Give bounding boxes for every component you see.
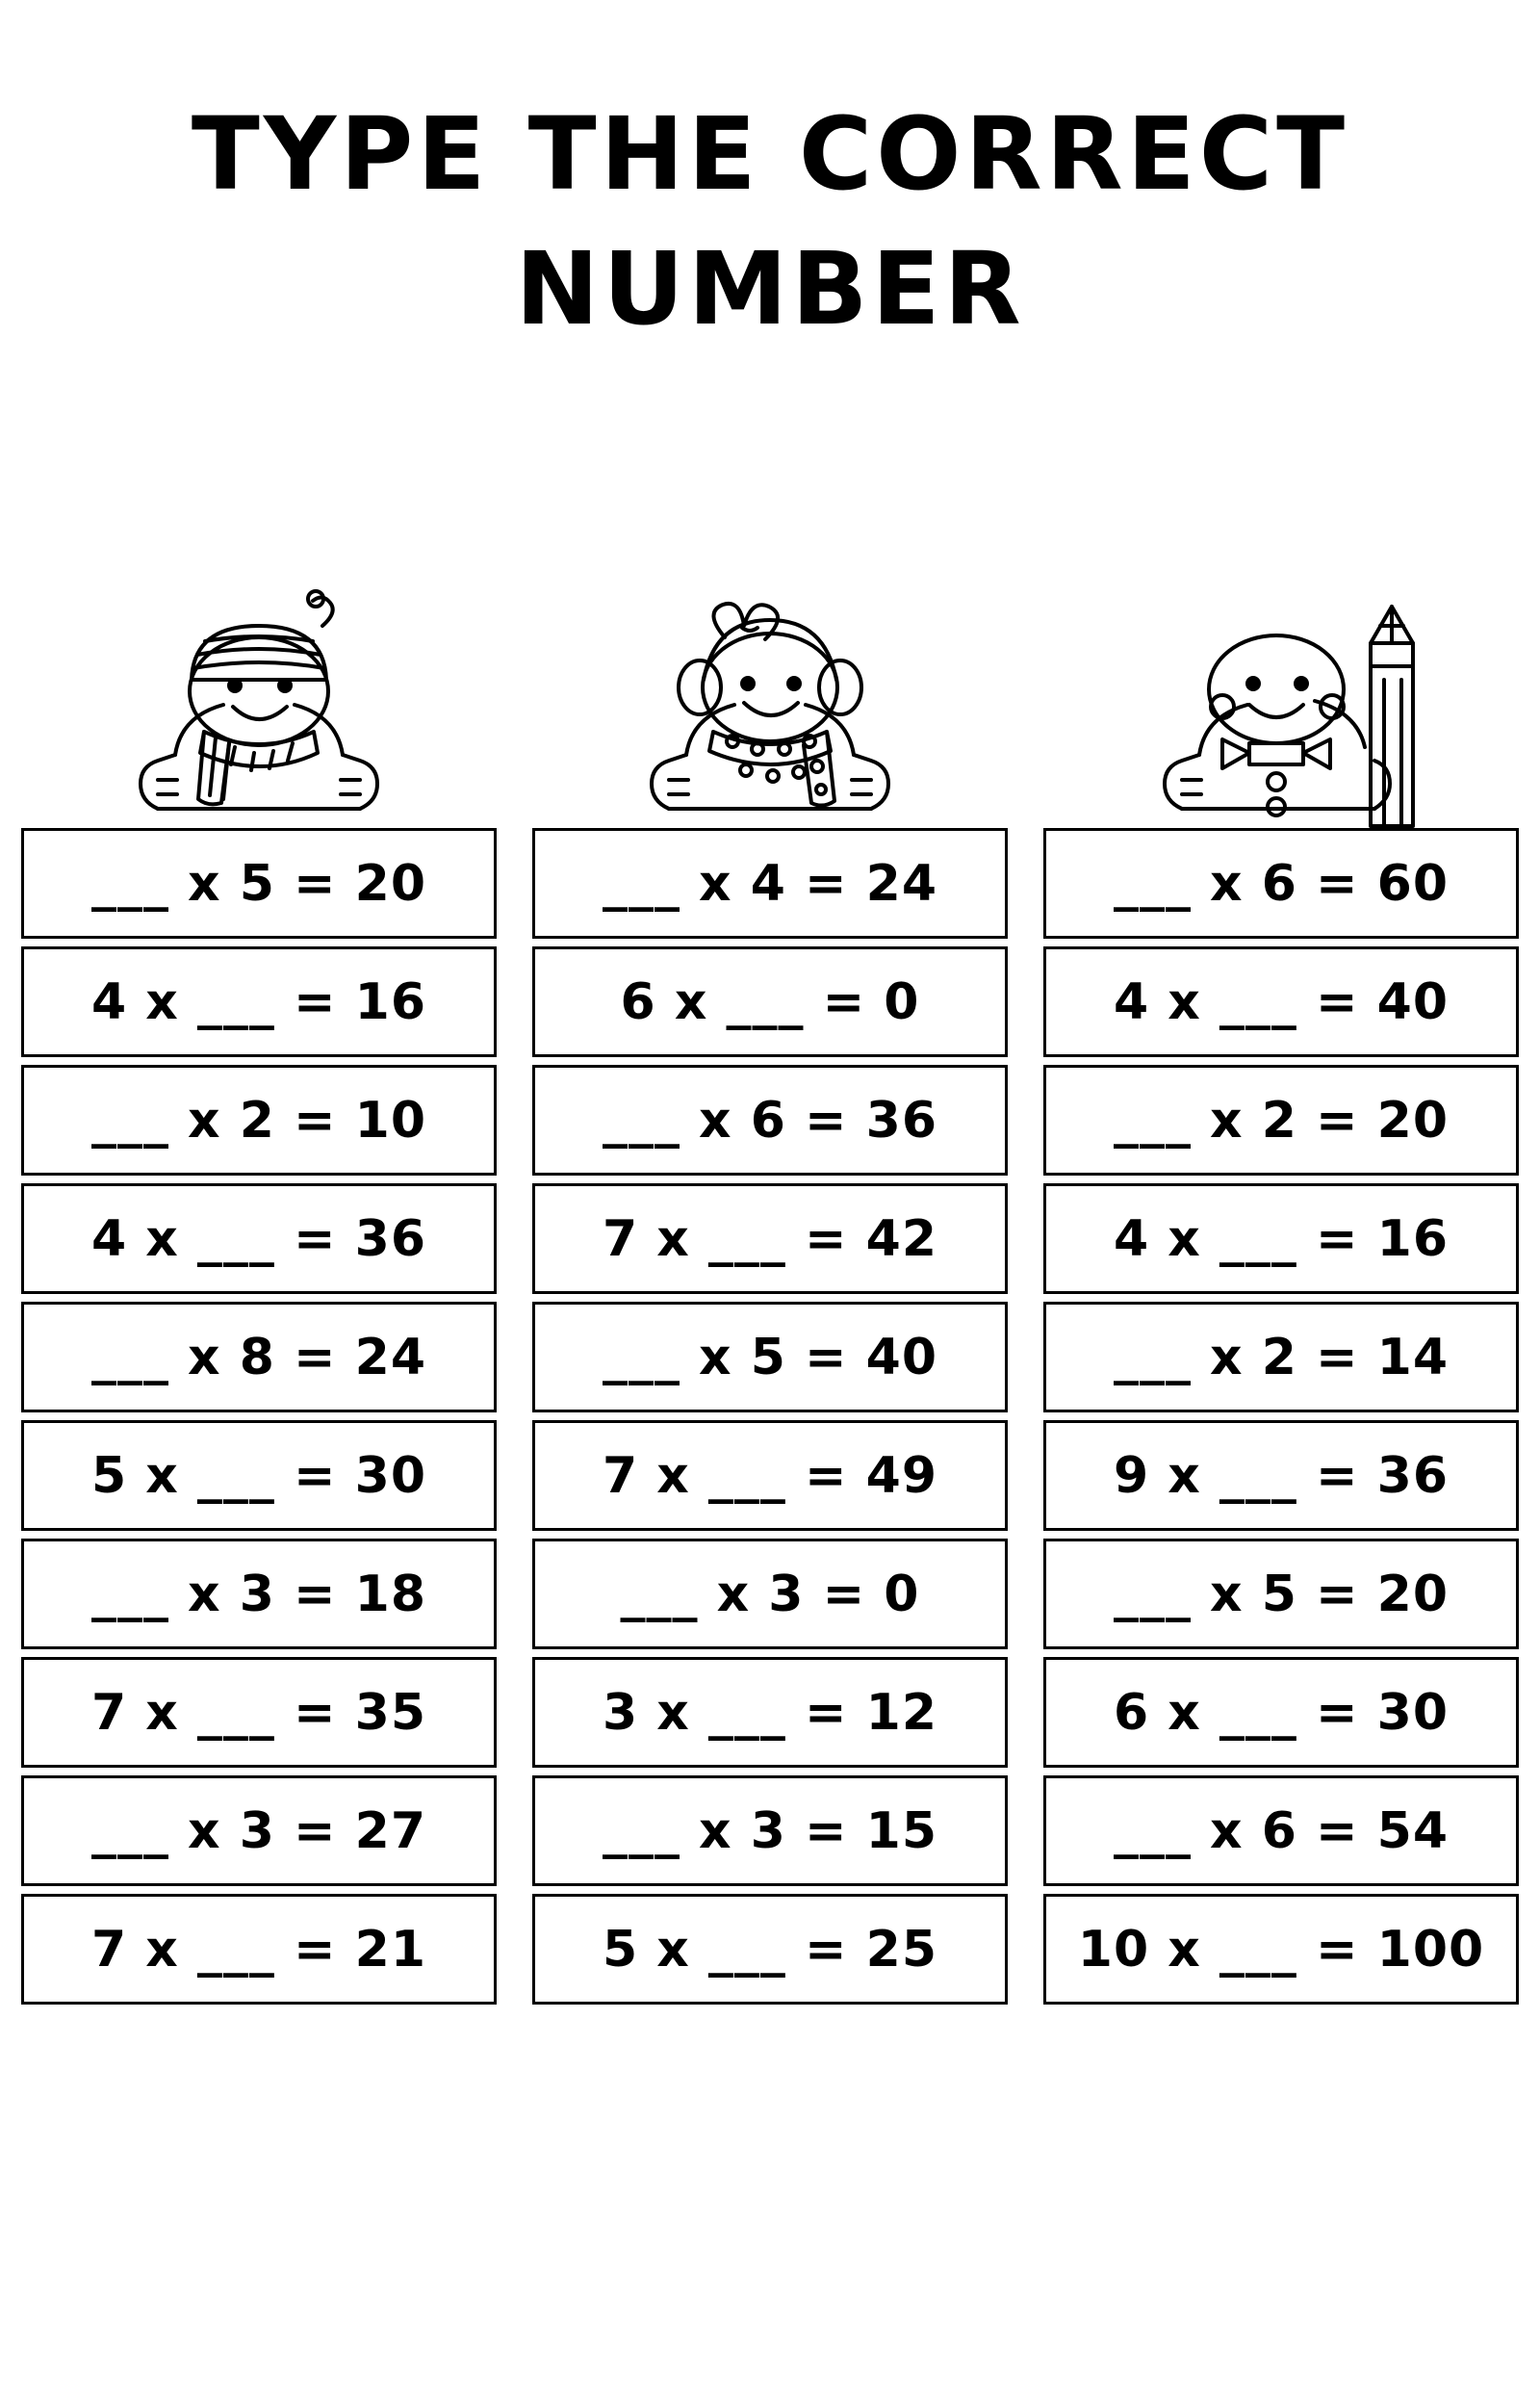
problem-text: ___ x 5 = 20	[1113, 1565, 1450, 1623]
gingerbread-with-bow-and-earmuffs-icon	[532, 481, 1008, 828]
problem-row[interactable]	[532, 1657, 1008, 1768]
problem-column-1	[21, 481, 497, 2005]
problem-column-3	[1043, 481, 1519, 2005]
problem-row[interactable]	[21, 1183, 497, 1294]
problem-text: 4 x ___ = 36	[90, 1209, 427, 1268]
problem-row[interactable]	[1043, 1775, 1519, 1886]
problem-text: 7 x ___ = 35	[90, 1683, 427, 1742]
problem-list-1	[21, 828, 497, 2005]
problem-row[interactable]	[532, 1775, 1008, 1886]
problem-list-2	[532, 828, 1008, 2005]
problem-text: ___ x 3 = 18	[90, 1565, 427, 1623]
title-line-2: NUMBER	[515, 230, 1025, 349]
problem-row[interactable]	[21, 1539, 497, 1649]
problem-text: ___ x 6 = 36	[602, 1091, 938, 1150]
gingerbread-with-bowtie-and-pencil-icon	[1043, 481, 1519, 828]
problem-row[interactable]	[1043, 1657, 1519, 1768]
problem-text: ___ x 3 = 0	[620, 1565, 920, 1623]
problem-text: ___ x 5 = 40	[602, 1328, 938, 1386]
problem-row[interactable]	[532, 1894, 1008, 2005]
problem-text: ___ x 8 = 24	[90, 1328, 427, 1386]
problem-text: 3 x ___ = 12	[602, 1683, 938, 1742]
problem-row[interactable]	[532, 1183, 1008, 1294]
problem-text: 5 x ___ = 30	[90, 1446, 427, 1505]
problem-text: 7 x ___ = 49	[602, 1446, 938, 1505]
worksheet-title	[0, 0, 1540, 357]
problem-text: ___ x 4 = 24	[602, 854, 938, 913]
problem-row[interactable]	[532, 1302, 1008, 1412]
problem-text: 4 x ___ = 16	[1113, 1209, 1450, 1268]
problem-text: ___ x 6 = 60	[1113, 854, 1450, 913]
problem-row[interactable]	[532, 1539, 1008, 1649]
problem-row[interactable]	[532, 828, 1008, 939]
problem-row[interactable]	[1043, 1065, 1519, 1176]
problem-row[interactable]	[21, 1065, 497, 1176]
problem-text: 7 x ___ = 21	[90, 1920, 427, 1979]
problem-text: ___ x 3 = 27	[90, 1801, 427, 1860]
problem-row[interactable]	[1043, 828, 1519, 939]
problem-text: ___ x 2 = 14	[1113, 1328, 1450, 1386]
problem-row[interactable]	[21, 1420, 497, 1531]
problem-text: ___ x 2 = 20	[1113, 1091, 1450, 1150]
problem-text: 6 x ___ = 30	[1113, 1683, 1450, 1742]
problem-row[interactable]	[21, 946, 497, 1057]
problem-text: 7 x ___ = 42	[602, 1209, 938, 1268]
problem-text: 4 x ___ = 40	[1113, 972, 1450, 1031]
problem-column-2	[532, 481, 1008, 2005]
problem-text: ___ x 6 = 54	[1113, 1801, 1450, 1860]
problem-row[interactable]	[532, 946, 1008, 1057]
problem-text: 6 x ___ = 0	[620, 972, 920, 1031]
problem-row[interactable]	[21, 1657, 497, 1768]
title-line-1: TYPE THE CORRECT	[191, 95, 1349, 213]
problem-text: ___ x 2 = 10	[90, 1091, 427, 1150]
problem-text: 9 x ___ = 36	[1113, 1446, 1450, 1505]
problem-row[interactable]	[1043, 1302, 1519, 1412]
problem-row[interactable]	[21, 828, 497, 939]
problem-row[interactable]	[532, 1420, 1008, 1531]
problem-list-3	[1043, 828, 1519, 2005]
problem-text: 4 x ___ = 16	[90, 972, 427, 1031]
problem-row[interactable]	[21, 1302, 497, 1412]
problem-row[interactable]	[1043, 1539, 1519, 1649]
problem-columns	[0, 481, 1540, 2005]
problem-row[interactable]	[1043, 946, 1519, 1057]
problem-text: ___ x 5 = 20	[90, 854, 427, 913]
problem-row[interactable]	[1043, 1183, 1519, 1294]
problem-row[interactable]	[532, 1065, 1008, 1176]
problem-row[interactable]	[1043, 1894, 1519, 2005]
problem-row[interactable]	[1043, 1420, 1519, 1531]
problem-text: ___ x 3 = 15	[602, 1801, 938, 1860]
gingerbread-with-hat-and-scarf-icon	[21, 481, 497, 828]
problem-row[interactable]	[21, 1775, 497, 1886]
problem-text: 5 x ___ = 25	[602, 1920, 938, 1979]
problem-row[interactable]	[21, 1894, 497, 2005]
problem-text: 10 x ___ = 100	[1077, 1920, 1485, 1979]
